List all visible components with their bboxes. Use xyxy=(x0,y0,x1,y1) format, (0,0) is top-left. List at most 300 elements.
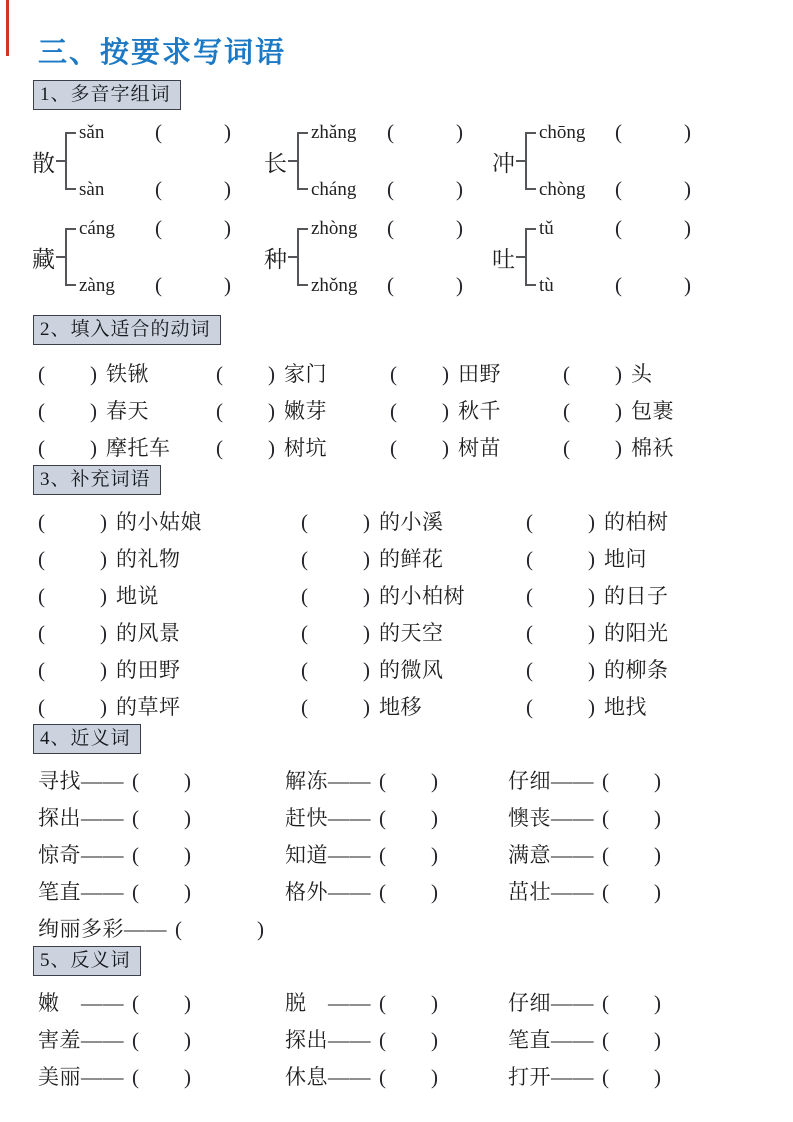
pinyin-label: cáng xyxy=(79,217,115,239)
word-label: 茁壮—— xyxy=(508,879,594,904)
group-character: 散 xyxy=(32,150,55,176)
answer-blank xyxy=(387,120,463,145)
paren-close: ) xyxy=(184,990,191,1015)
section-header-2: 2、填入适合的动词 xyxy=(33,315,221,345)
red-margin-line xyxy=(6,0,9,56)
answer-blank xyxy=(379,843,438,868)
antonym-row xyxy=(38,1057,765,1094)
paren-open: ( xyxy=(216,361,223,386)
paren-close: ) xyxy=(100,583,107,608)
paren-open: ( xyxy=(390,435,397,460)
group-character: 长 xyxy=(264,150,287,176)
noun-label: 摩托车 xyxy=(106,435,171,460)
paren-close: ) xyxy=(431,768,438,793)
paren-open: ( xyxy=(38,361,45,386)
paren-open: ( xyxy=(387,273,394,297)
paren-close: ) xyxy=(654,1064,661,1089)
section-complete-words xyxy=(30,465,765,724)
antonym-row xyxy=(38,1020,765,1057)
paren-open: ( xyxy=(38,546,45,571)
paren-open: ( xyxy=(155,120,162,144)
paren-close: ) xyxy=(431,842,438,867)
noun-label: 铁锹 xyxy=(106,361,149,386)
paren-open: ( xyxy=(387,177,394,201)
word-label: 脱 —— xyxy=(285,990,371,1015)
paren-close: ) xyxy=(456,177,463,201)
bracket-line xyxy=(65,228,76,286)
answer-blank xyxy=(155,177,231,202)
paren-open: ( xyxy=(615,273,622,297)
polyphonic-group xyxy=(492,212,765,302)
answer-blank xyxy=(602,806,661,831)
polyphonic-group xyxy=(32,116,264,206)
paren-open: ( xyxy=(216,435,223,460)
answer-blank xyxy=(301,584,370,609)
answer-blank xyxy=(563,362,622,387)
paren-close: ) xyxy=(588,509,595,534)
answer-blank xyxy=(132,1065,191,1090)
noun-label: 树坑 xyxy=(284,435,327,460)
synonym-row xyxy=(38,835,765,872)
paren-close: ) xyxy=(684,273,691,297)
paren-open: ( xyxy=(379,1064,386,1089)
answer-blank xyxy=(602,843,661,868)
noun-label: 嫩芽 xyxy=(284,398,327,423)
answer-blank xyxy=(602,991,661,1016)
paren-close: ) xyxy=(431,1064,438,1089)
word-label: 探出—— xyxy=(38,805,124,830)
phrase-row xyxy=(38,539,765,576)
answer-blank xyxy=(301,547,370,572)
paren-close: ) xyxy=(684,120,691,144)
paren-open: ( xyxy=(526,694,533,719)
paren-close: ) xyxy=(100,509,107,534)
word-label: 笔直—— xyxy=(38,879,124,904)
paren-close: ) xyxy=(456,120,463,144)
phrase-label: 的田野 xyxy=(116,657,181,682)
paren-open: ( xyxy=(563,398,570,423)
answer-blank xyxy=(155,273,231,298)
paren-open: ( xyxy=(602,1027,609,1052)
paren-open: ( xyxy=(526,657,533,682)
paren-open: ( xyxy=(301,694,308,719)
answer-blank xyxy=(390,436,449,461)
phrase-label: 的小溪 xyxy=(379,509,444,534)
phrase-label: 的风景 xyxy=(116,620,181,645)
word-label: 探出—— xyxy=(285,1027,371,1052)
paren-close: ) xyxy=(442,398,449,423)
paren-close: ) xyxy=(184,1027,191,1052)
answer-blank xyxy=(387,177,463,202)
polyphonic-group xyxy=(492,116,765,206)
paren-open: ( xyxy=(301,620,308,645)
paren-close: ) xyxy=(363,509,370,534)
pinyin-label: cháng xyxy=(311,178,357,200)
answer-blank xyxy=(216,362,275,387)
paren-open: ( xyxy=(602,879,609,904)
word-label: 害羞—— xyxy=(38,1027,124,1052)
answer-blank xyxy=(526,658,595,683)
answer-blank xyxy=(38,621,107,646)
paren-close: ) xyxy=(431,990,438,1015)
answer-blank xyxy=(175,917,264,942)
noun-label: 秋千 xyxy=(458,398,501,423)
paren-close: ) xyxy=(100,657,107,682)
answer-blank xyxy=(387,216,463,241)
phrase-label: 地移 xyxy=(379,694,422,719)
answer-blank xyxy=(155,216,231,241)
paren-close: ) xyxy=(684,177,691,201)
section-antonyms xyxy=(30,946,765,1094)
paren-close: ) xyxy=(100,546,107,571)
phrase-label: 的礼物 xyxy=(116,546,181,571)
pinyin-label: zàng xyxy=(79,274,115,296)
phrase-label: 地问 xyxy=(604,546,647,571)
answer-blank xyxy=(602,769,661,794)
paren-close: ) xyxy=(431,879,438,904)
paren-close: ) xyxy=(268,435,275,460)
phrase-label: 的天空 xyxy=(379,620,444,645)
paren-open: ( xyxy=(155,273,162,297)
verb-row xyxy=(38,428,765,465)
paren-open: ( xyxy=(155,216,162,240)
paren-open: ( xyxy=(602,990,609,1015)
phrase-row xyxy=(38,650,765,687)
polyphonic-row-2 xyxy=(32,212,765,302)
answer-blank xyxy=(38,695,107,720)
paren-close: ) xyxy=(588,694,595,719)
paren-close: ) xyxy=(184,1064,191,1089)
paren-open: ( xyxy=(602,768,609,793)
paren-open: ( xyxy=(38,620,45,645)
paren-open: ( xyxy=(526,620,533,645)
pinyin-label: sàn xyxy=(79,178,105,200)
section-synonyms xyxy=(30,724,765,946)
pinyin-label: zhǒng xyxy=(311,274,358,296)
paren-open: ( xyxy=(38,435,45,460)
paren-open: ( xyxy=(38,583,45,608)
paren-close: ) xyxy=(184,842,191,867)
bracket-line xyxy=(525,132,536,190)
group-character: 藏 xyxy=(32,246,55,272)
paren-close: ) xyxy=(654,990,661,1015)
paren-close: ) xyxy=(431,805,438,830)
paren-open: ( xyxy=(132,768,139,793)
answer-blank xyxy=(132,1028,191,1053)
phrase-label: 地说 xyxy=(116,583,159,608)
paren-close: ) xyxy=(456,216,463,240)
paren-close: ) xyxy=(257,916,264,941)
answer-blank xyxy=(615,273,691,298)
section-header-4: 4、近义词 xyxy=(33,724,141,754)
paren-close: ) xyxy=(224,216,231,240)
paren-close: ) xyxy=(100,620,107,645)
paren-open: ( xyxy=(390,361,397,386)
section-header-1: 1、多音字组词 xyxy=(33,80,181,110)
paren-open: ( xyxy=(615,177,622,201)
polyphonic-row-1 xyxy=(32,116,765,206)
paren-open: ( xyxy=(301,509,308,534)
word-label: 笔直—— xyxy=(508,1027,594,1052)
answer-blank xyxy=(526,510,595,535)
verb-row xyxy=(38,354,765,391)
paren-close: ) xyxy=(363,620,370,645)
word-label: 美丽—— xyxy=(38,1064,124,1089)
paren-open: ( xyxy=(132,805,139,830)
paren-close: ) xyxy=(588,620,595,645)
noun-label: 包裹 xyxy=(631,398,674,423)
word-label: 仔细—— xyxy=(508,768,594,793)
pinyin-label: zhòng xyxy=(311,217,358,239)
paren-open: ( xyxy=(387,120,394,144)
answer-blank xyxy=(301,510,370,535)
section-header-3: 3、补充词语 xyxy=(33,465,161,495)
paren-close: ) xyxy=(588,546,595,571)
answer-blank xyxy=(615,216,691,241)
phrase-label: 的柳条 xyxy=(604,657,669,682)
bracket-line xyxy=(65,132,76,190)
group-character: 冲 xyxy=(492,150,515,176)
paren-close: ) xyxy=(363,583,370,608)
paren-open: ( xyxy=(387,216,394,240)
paren-close: ) xyxy=(654,1027,661,1052)
answer-blank xyxy=(615,120,691,145)
phrase-label: 的鲜花 xyxy=(379,546,444,571)
pinyin-label: zhǎng xyxy=(311,121,357,143)
paren-open: ( xyxy=(379,879,386,904)
phrase-label: 的草坪 xyxy=(116,694,181,719)
noun-label: 棉袄 xyxy=(631,435,674,460)
paren-close: ) xyxy=(224,177,231,201)
word-label: 寻找—— xyxy=(38,768,124,793)
pinyin-label: chōng xyxy=(539,121,586,143)
paren-close: ) xyxy=(90,398,97,423)
paren-close: ) xyxy=(588,583,595,608)
word-label: 格外—— xyxy=(285,879,371,904)
polyphonic-group xyxy=(264,116,492,206)
pinyin-label: sǎn xyxy=(79,121,105,143)
paren-close: ) xyxy=(456,273,463,297)
noun-label: 头 xyxy=(631,361,653,386)
answer-blank xyxy=(132,880,191,905)
paren-open: ( xyxy=(132,990,139,1015)
paren-close: ) xyxy=(588,657,595,682)
paren-close: ) xyxy=(654,879,661,904)
paren-open: ( xyxy=(602,1064,609,1089)
answer-blank xyxy=(563,399,622,424)
antonym-row xyxy=(38,983,765,1020)
word-label: 懊丧—— xyxy=(508,805,594,830)
pinyin-label: tǔ xyxy=(539,217,554,239)
phrase-label: 的柏树 xyxy=(604,509,669,534)
answer-blank xyxy=(387,273,463,298)
answer-blank xyxy=(526,584,595,609)
paren-open: ( xyxy=(563,435,570,460)
paren-close: ) xyxy=(684,216,691,240)
phrase-label: 的阳光 xyxy=(604,620,669,645)
answer-blank xyxy=(132,769,191,794)
phrase-row xyxy=(38,613,765,650)
phrase-label: 地找 xyxy=(604,694,647,719)
paren-open: ( xyxy=(301,657,308,682)
bracket-connector xyxy=(288,160,297,162)
paren-open: ( xyxy=(301,583,308,608)
polyphonic-group xyxy=(264,212,492,302)
answer-blank xyxy=(38,436,97,461)
noun-label: 家门 xyxy=(284,361,327,386)
paren-open: ( xyxy=(155,177,162,201)
paren-close: ) xyxy=(100,694,107,719)
paren-open: ( xyxy=(132,879,139,904)
paren-open: ( xyxy=(602,805,609,830)
bracket-connector xyxy=(516,160,525,162)
page-title: 三、按要求写词语 xyxy=(38,37,287,69)
bracket-connector xyxy=(56,256,65,258)
bracket-connector xyxy=(516,256,525,258)
paren-open: ( xyxy=(526,546,533,571)
section-header-5: 5、反义词 xyxy=(33,946,141,976)
synonym-row-last xyxy=(38,909,765,946)
answer-blank xyxy=(379,880,438,905)
word-label: 赶快—— xyxy=(285,805,371,830)
group-character: 吐 xyxy=(492,246,515,272)
paren-close: ) xyxy=(224,120,231,144)
bracket-line xyxy=(297,228,308,286)
answer-blank xyxy=(38,584,107,609)
paren-close: ) xyxy=(90,361,97,386)
paren-open: ( xyxy=(615,216,622,240)
pinyin-label: chòng xyxy=(539,178,586,200)
word-label: 满意—— xyxy=(508,842,594,867)
noun-label: 田野 xyxy=(458,361,501,386)
answer-blank xyxy=(563,436,622,461)
word-label: 休息—— xyxy=(285,1064,371,1089)
paren-open: ( xyxy=(301,546,308,571)
paren-close: ) xyxy=(615,435,622,460)
answer-blank xyxy=(216,436,275,461)
answer-blank xyxy=(301,621,370,646)
word-label: 仔细—— xyxy=(508,990,594,1015)
paren-close: ) xyxy=(363,694,370,719)
paren-close: ) xyxy=(363,546,370,571)
answer-blank xyxy=(155,120,231,145)
paren-close: ) xyxy=(431,1027,438,1052)
paren-open: ( xyxy=(38,398,45,423)
bracket-connector xyxy=(288,256,297,258)
answer-blank xyxy=(526,547,595,572)
answer-blank xyxy=(38,547,107,572)
paren-open: ( xyxy=(379,1027,386,1052)
word-label: 解冻—— xyxy=(285,768,371,793)
verb-row xyxy=(38,391,765,428)
answer-blank xyxy=(301,658,370,683)
paren-close: ) xyxy=(615,398,622,423)
paren-close: ) xyxy=(184,879,191,904)
noun-label: 树苗 xyxy=(458,435,501,460)
answer-blank xyxy=(379,1028,438,1053)
paren-close: ) xyxy=(363,657,370,682)
answer-blank xyxy=(602,1065,661,1090)
paren-close: ) xyxy=(654,805,661,830)
bracket-line xyxy=(297,132,308,190)
answer-blank xyxy=(379,991,438,1016)
paren-close: ) xyxy=(224,273,231,297)
paren-open: ( xyxy=(216,398,223,423)
answer-blank xyxy=(132,843,191,868)
paren-open: ( xyxy=(132,842,139,867)
paren-close: ) xyxy=(442,361,449,386)
synonym-row xyxy=(38,872,765,909)
paren-close: ) xyxy=(268,398,275,423)
word-label: 知道—— xyxy=(285,842,371,867)
synonym-row xyxy=(38,761,765,798)
paren-close: ) xyxy=(184,768,191,793)
bracket-connector xyxy=(56,160,65,162)
word-label: 打开—— xyxy=(508,1064,594,1089)
answer-blank xyxy=(216,399,275,424)
paren-open: ( xyxy=(379,768,386,793)
phrase-row xyxy=(38,576,765,613)
answer-blank xyxy=(390,362,449,387)
bracket-line xyxy=(525,228,536,286)
answer-blank xyxy=(132,806,191,831)
paren-open: ( xyxy=(379,842,386,867)
answer-blank xyxy=(526,621,595,646)
paren-close: ) xyxy=(268,361,275,386)
paren-open: ( xyxy=(602,842,609,867)
paren-close: ) xyxy=(90,435,97,460)
answer-blank xyxy=(615,177,691,202)
paren-open: ( xyxy=(379,990,386,1015)
phrase-row xyxy=(38,687,765,724)
paren-open: ( xyxy=(38,657,45,682)
paren-open: ( xyxy=(38,694,45,719)
word-label: 绚丽多彩—— xyxy=(38,916,167,941)
section-verbs xyxy=(30,315,765,465)
paren-open: ( xyxy=(132,1064,139,1089)
answer-blank xyxy=(38,658,107,683)
answer-blank xyxy=(132,991,191,1016)
answer-blank xyxy=(526,695,595,720)
answer-blank xyxy=(602,1028,661,1053)
paren-open: ( xyxy=(615,120,622,144)
answer-blank xyxy=(301,695,370,720)
paren-open: ( xyxy=(390,398,397,423)
group-character: 种 xyxy=(264,246,287,272)
answer-blank xyxy=(379,806,438,831)
phrase-label: 的小柏树 xyxy=(379,583,465,608)
section-polyphonic xyxy=(30,80,765,302)
polyphonic-group xyxy=(32,212,264,302)
answer-blank xyxy=(390,399,449,424)
answer-blank xyxy=(38,510,107,535)
paren-close: ) xyxy=(654,768,661,793)
answer-blank xyxy=(379,769,438,794)
answer-blank xyxy=(379,1065,438,1090)
paren-open: ( xyxy=(38,509,45,534)
synonym-row xyxy=(38,798,765,835)
pinyin-label: tù xyxy=(539,274,554,296)
answer-blank xyxy=(602,880,661,905)
paren-open: ( xyxy=(526,583,533,608)
phrase-label: 的微风 xyxy=(379,657,444,682)
word-label: 惊奇—— xyxy=(38,842,124,867)
paren-close: ) xyxy=(654,842,661,867)
noun-label: 春天 xyxy=(106,398,149,423)
paren-open: ( xyxy=(526,509,533,534)
phrase-row xyxy=(38,502,765,539)
answer-blank xyxy=(38,362,97,387)
